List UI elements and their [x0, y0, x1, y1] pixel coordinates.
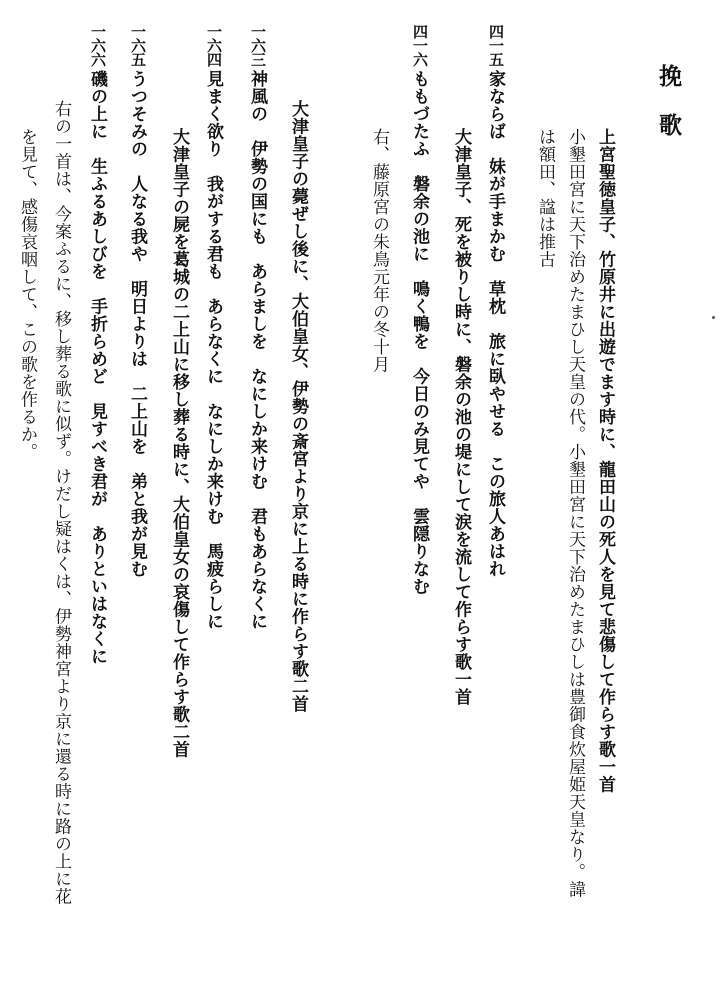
- poem-416: ももづたふ 磐余の池に 鳴く鴨を 今日のみ見てや 雲隠りなむ: [409, 70, 429, 595]
- poem-number-164: 一六四: [205, 24, 223, 66]
- poem-number-415: 四一五: [487, 24, 505, 66]
- headnote-otsu-death: 大津皇子、死を被りし時に、磐余の池の堤にして涙を流して作らす歌一首: [451, 128, 471, 706]
- headnote-otsu-burial: 大津皇子の屍を葛城の二上山に移し葬る時に、大伯皇女の哀傷して作らす歌二首: [169, 128, 189, 758]
- poem-415: 家ならば 妹が手まかむ 草枕 旅に臥やせる この旅人あはれ: [485, 70, 505, 578]
- era-note-2: は額田、諡は推古: [535, 128, 555, 268]
- poem-166: 磯の上に 生ふるあしびを 手折らめど 見すべき君が ありといはなくに: [87, 70, 107, 665]
- era-note-1: 小墾田宮に天下治めたまひし天皇の代。小墾田宮に天下治めたまひしは豊御食炊屋姫天皇なり。諱: [565, 128, 585, 898]
- left-note-shucho: 右、藤原宮の朱鳥元年の冬十月: [369, 128, 389, 373]
- left-note-166-a: 右の一首は、今案ふるに、移し葬る歌に似ず。けだし疑はくは、伊勢神宮より京に還る時に路の上に花: [51, 100, 71, 905]
- scan-speck: [712, 316, 715, 319]
- headnote-shotoku: 上宮聖徳皇子、竹原井に出遊でます時に、龍田山の死人を見て悲傷して作らす歌一首: [595, 128, 615, 793]
- section-title: 挽歌: [655, 64, 682, 162]
- poem-number-165: 一六五: [129, 24, 147, 66]
- poem-165: うつそみの 人なる我や 明日よりは 二上山を 弟と我が見む: [127, 70, 147, 578]
- poem-163: 神風の 伊勢の国にも あらましを なにしか来けむ 君もあらなくに: [247, 70, 267, 630]
- poem-number-163: 一六三: [249, 24, 267, 66]
- poem-number-416: 四一六: [411, 24, 429, 66]
- left-note-166-b: を見て、感傷哀咽して、この歌を作るか。: [17, 128, 37, 461]
- poem-164: 見まく欲り 我がする君も あらなくに なにしか来けむ 馬疲らしに: [203, 70, 223, 630]
- headnote-oku-return: 大津皇子の薨ぜし後に、大伯皇女、伊勢の斎宮より京に上る時に作らす歌二首: [288, 100, 308, 713]
- poem-number-166: 一六六: [89, 24, 107, 66]
